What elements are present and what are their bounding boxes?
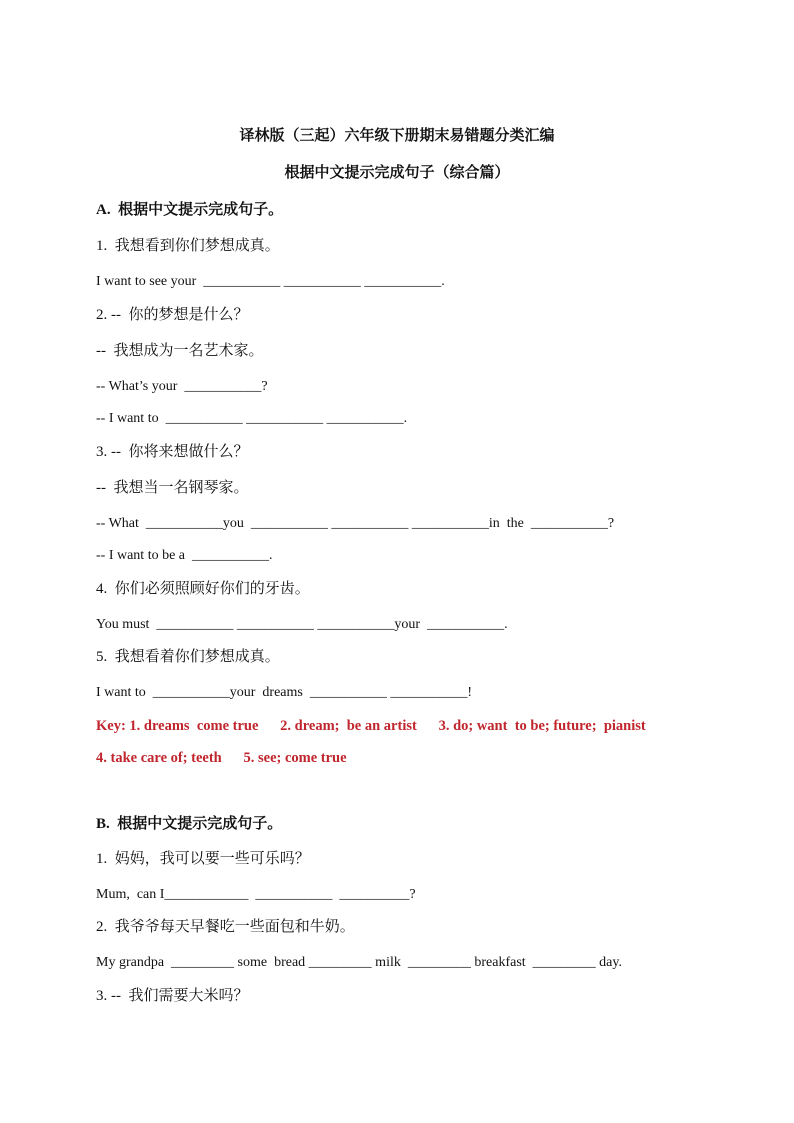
answer-line: You must ___________ ___________ ___________your ___________. <box>96 617 508 632</box>
question-text: -- 我想当一名钢琴家。 <box>96 480 249 496</box>
answer-line: Mum, can I____________ ___________ __________? <box>96 887 416 902</box>
answer-line: -- I want to ___________ ___________ ___________. <box>96 411 408 426</box>
question-text: 1. 我想看到你们梦想成真。 <box>96 238 280 254</box>
answer-line: My grandpa _________ some bread _________ milk _________ breakfast _________ day. <box>96 955 622 970</box>
section-b-heading: B. 根据中文提示完成句子。 <box>96 816 283 832</box>
answer-line: I want to ___________your dreams ___________ ___________! <box>96 685 473 700</box>
answer-line: I want to see your ___________ ___________ ___________. <box>96 274 445 289</box>
question-text: 3. -- 我们需要大米吗？ <box>96 988 249 1004</box>
question-text: -- 我想成为一名艺术家。 <box>96 343 264 359</box>
question-text: 3. -- 你将来想做什么？ <box>96 444 249 460</box>
answer-line: -- What ___________you ___________ ___________ ___________in the ___________? <box>96 516 615 531</box>
section-a-heading: A. 根据中文提示完成句子。 <box>96 202 284 218</box>
question-text: 5. 我想看着你们梦想成真。 <box>96 649 280 665</box>
answer-line: -- What’s your ___________? <box>96 379 268 394</box>
question-text: 1. 妈妈，我可以要一些可乐吗？ <box>96 851 310 867</box>
document-title: 译林版（三起）六年级下册期末易错题分类汇编 <box>239 128 555 144</box>
answer-key-line: 4. take care of; teeth 5. see; come true <box>96 750 347 766</box>
question-text: 2. 我爷爷每天早餐吃一些面包和牛奶。 <box>96 919 355 935</box>
answer-key-line: Key: 1. dreams come true 2. dream; be an artist 3. do; want to be; future; pianist <box>96 718 646 734</box>
question-text: 4. 你们必须照顾好你们的牙齿。 <box>96 581 310 597</box>
document-subtitle: 根据中文提示完成句子（综合篇） <box>284 165 510 181</box>
answer-line: -- I want to be a ___________. <box>96 548 273 563</box>
question-text: 2. -- 你的梦想是什么？ <box>96 307 249 323</box>
